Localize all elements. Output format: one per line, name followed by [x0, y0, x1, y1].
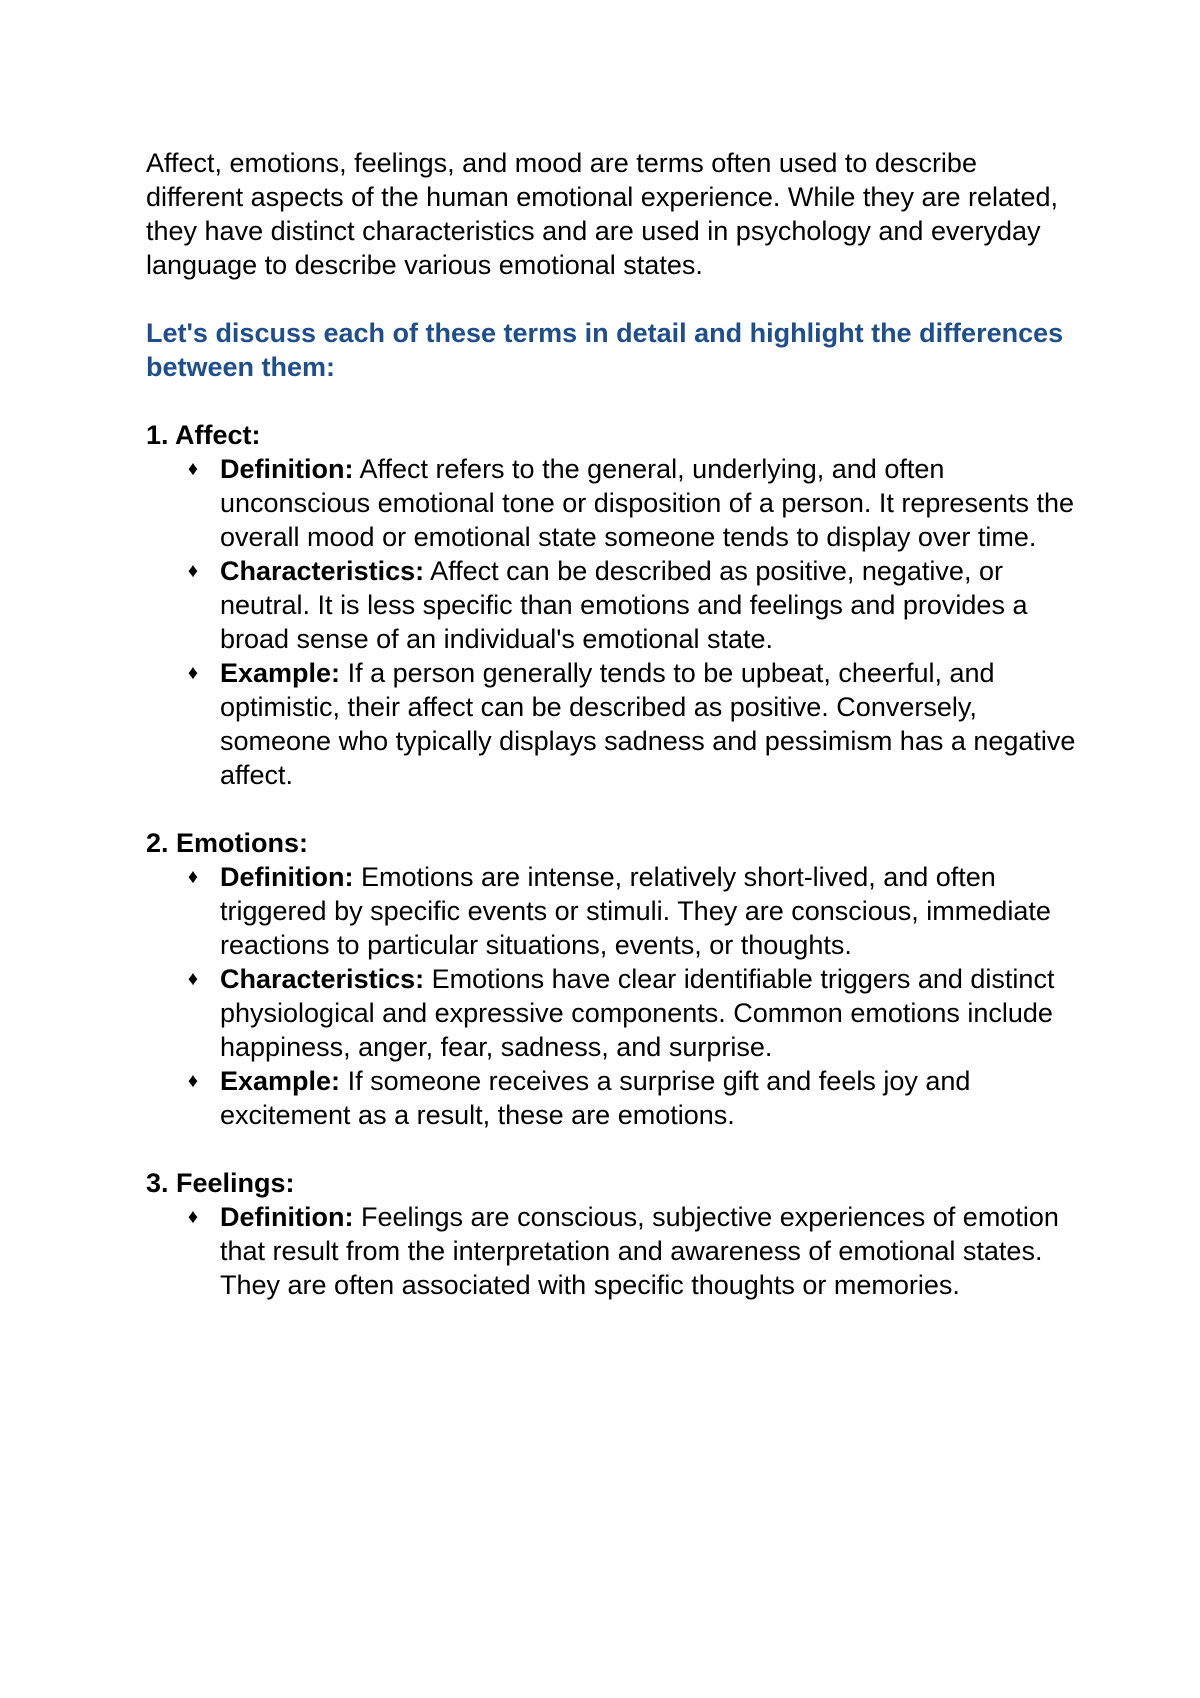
section-heading: 3. Feelings:	[146, 1168, 295, 1198]
term-label: Definition:	[220, 862, 354, 892]
term-text: Feelings are conscious, subjective experiences of emotion that result from the interpretation and awareness of emotional states. They are often associated with specific thoughts or memories.	[220, 1202, 1059, 1300]
term-label: Definition:	[220, 1202, 354, 1232]
term-label: Example:	[220, 1066, 341, 1096]
section-emotions	[146, 826, 1076, 1132]
term-label: Characteristics:	[220, 556, 425, 586]
list-item	[146, 656, 1076, 792]
list-item	[146, 962, 1076, 1064]
term-text: Emotions have clear identifiable triggers and distinct physiological and expressive components. Common emotions include happiness, anger, fear, sadness, and surprise.	[220, 964, 1055, 1062]
bullet-diamond-icon: ♦	[187, 1206, 199, 1228]
lead-heading: Let's discuss each of these terms in detail and highlight the differences between them:	[146, 318, 1064, 382]
term-text: Affect refers to the general, underlying, and often unconscious emotional tone or disposition of a person. It represents the overall mood or emotional state someone tends to display over time.	[220, 454, 1075, 552]
document-page	[146, 146, 1076, 1302]
bullet-diamond-icon: ♦	[187, 866, 199, 888]
bullet-list	[146, 1200, 1076, 1302]
term-label: Example:	[220, 658, 341, 688]
section-heading: 1. Affect:	[146, 420, 261, 450]
bullet-diamond-icon: ♦	[187, 662, 199, 684]
term-label: Characteristics:	[220, 964, 425, 994]
list-item	[146, 1064, 1076, 1132]
bullet-diamond-icon: ♦	[187, 458, 199, 480]
term-label: Definition:	[220, 454, 354, 484]
list-item	[146, 1200, 1076, 1302]
bullet-list	[146, 452, 1076, 792]
section-heading: 2. Emotions:	[146, 828, 309, 858]
list-item	[146, 860, 1076, 962]
list-item	[146, 452, 1076, 554]
term-text: Affect can be described as positive, negative, or neutral. It is less specific than emotions and feelings and provides a broad sense of an individual's emotional state.	[220, 556, 1028, 654]
bullet-diamond-icon: ♦	[187, 968, 199, 990]
term-text: Emotions are intense, relatively short-lived, and often triggered by specific events or stimuli. They are conscious, immediate reactions to particular situations, events, or thoughts.	[220, 862, 1051, 960]
list-item	[146, 554, 1076, 656]
intro-paragraph: Affect, emotions, feelings, and mood are terms often used to describe different aspects of the human emotional experience. While they are related, they have distinct characteristics and are used in psychology and everyday language to describe various emotional states.	[146, 148, 1059, 280]
section-affect	[146, 418, 1076, 792]
bullet-diamond-icon: ♦	[187, 560, 199, 582]
bullet-list	[146, 860, 1076, 1132]
bullet-diamond-icon: ♦	[187, 1070, 199, 1092]
term-text: If a person generally tends to be upbeat, cheerful, and optimistic, their affect can be described as positive. Conversely, someone who typically displays sadness and pessimism has a negative affect.	[220, 658, 1076, 790]
term-text: If someone receives a surprise gift and feels joy and excitement as a result, these are emotions.	[220, 1066, 971, 1130]
section-feelings	[146, 1166, 1076, 1302]
